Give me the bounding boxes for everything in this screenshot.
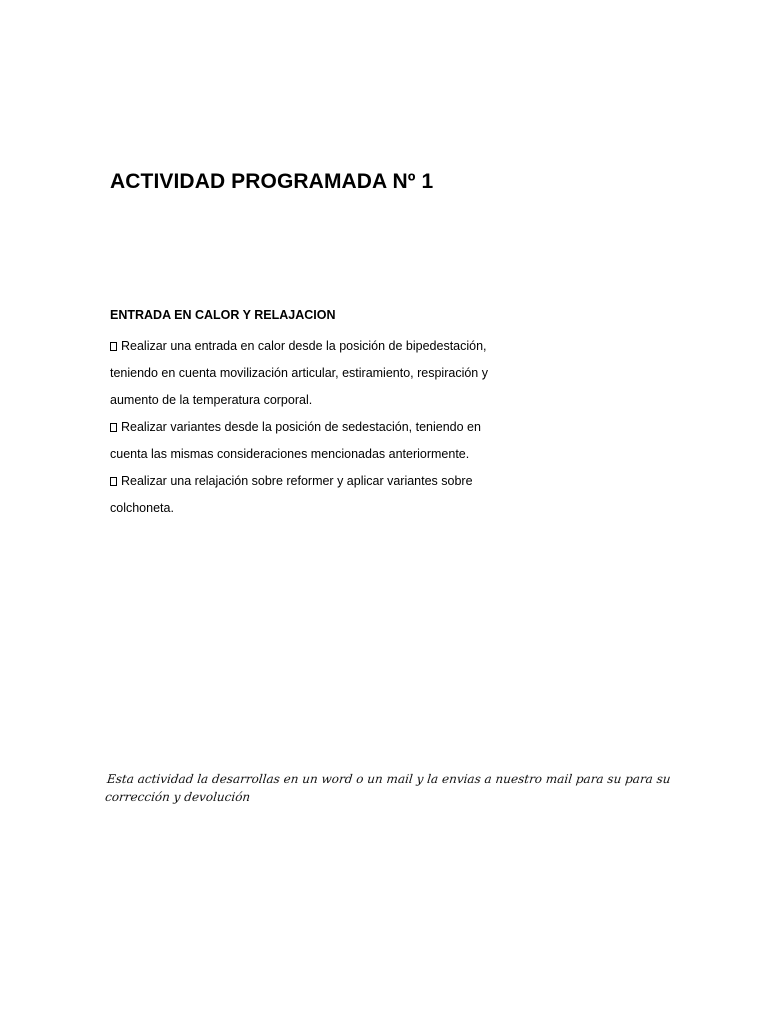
section-heading: ENTRADA EN CALOR Y RELAJACION bbox=[110, 308, 336, 322]
body-line-text: Realizar variantes desde la posición de sedestación, teniendo en bbox=[121, 420, 481, 434]
body-line-text: aumento de la temperatura corporal. bbox=[110, 393, 313, 407]
body-line bbox=[110, 333, 630, 360]
missing-glyph-icon bbox=[110, 477, 117, 486]
body-line bbox=[110, 441, 630, 468]
body-line bbox=[110, 360, 630, 387]
body-line bbox=[110, 414, 630, 441]
page-title: ACTIVIDAD PROGRAMADA Nº 1 bbox=[110, 170, 434, 193]
body-line bbox=[110, 495, 630, 522]
body-line bbox=[110, 387, 630, 414]
body-line-text: Realizar una entrada en calor desde la posición de bipedestación, bbox=[121, 339, 487, 353]
footer-instructions bbox=[104, 770, 672, 806]
activity-section bbox=[110, 306, 630, 522]
section-body bbox=[110, 333, 630, 522]
body-line-text: teniendo en cuenta movilización articular, estiramiento, respiración y bbox=[110, 366, 488, 380]
missing-glyph-icon bbox=[110, 423, 117, 432]
body-line-text: colchoneta. bbox=[110, 501, 174, 515]
body-line bbox=[110, 468, 630, 495]
footer-line-1: Esta actividad la desarrollas en un word o un mail y la envias a nuestro mail para su para su bbox=[106, 772, 672, 786]
missing-glyph-icon bbox=[110, 342, 117, 351]
body-line-text: Realizar una relajación sobre reformer y aplicar variantes sobre bbox=[121, 474, 473, 488]
footer-line-2: corrección y devolución bbox=[104, 790, 251, 804]
body-line-text: cuenta las mismas consideraciones mencionadas anteriormente. bbox=[110, 447, 470, 461]
